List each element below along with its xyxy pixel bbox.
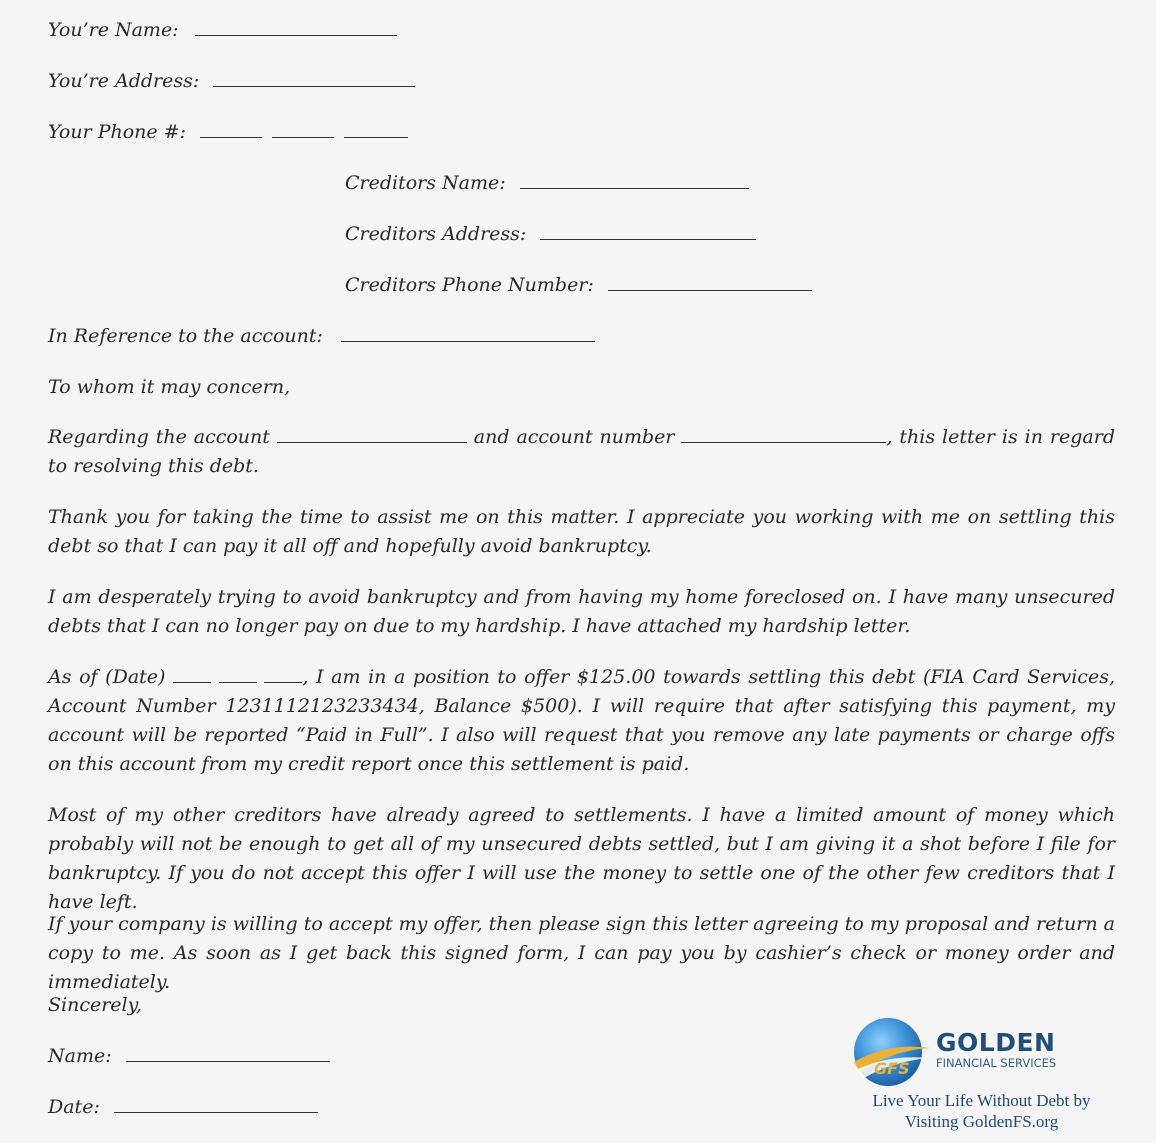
creditor-address-row bbox=[345, 222, 756, 246]
globe-icon bbox=[852, 1014, 932, 1094]
regarding-part2: and account number bbox=[473, 426, 675, 448]
sender-phone-area-blank[interactable] bbox=[200, 121, 262, 138]
signature-name-label: Name: bbox=[48, 1045, 112, 1067]
offer-lead: As of (Date) bbox=[48, 666, 166, 688]
creditor-phone-label: Creditors Phone Number: bbox=[345, 274, 594, 296]
creditor-name-row bbox=[345, 171, 749, 195]
regarding-account-blank[interactable] bbox=[277, 426, 467, 443]
creditor-address-blank[interactable] bbox=[540, 223, 756, 240]
regarding-part3: , this letter is in regard to resolving this debt. bbox=[48, 426, 1115, 477]
creditor-name-blank[interactable] bbox=[520, 172, 749, 189]
creditor-address-label: Creditors Address: bbox=[345, 223, 527, 245]
sender-address-label: You’re Address: bbox=[48, 70, 200, 92]
accept-paragraph: If your company is willing to accept my offer, then please sign this letter agreeing to my proposal and return a copy to me. As soon as I get back this signed form, I can pay you by cashier’s check or money order and immediately. bbox=[48, 913, 1115, 993]
signature-date-blank[interactable] bbox=[114, 1096, 318, 1113]
sender-address-row bbox=[48, 69, 415, 93]
reference-blank[interactable] bbox=[341, 325, 595, 342]
offer-date-month-blank[interactable] bbox=[173, 666, 211, 683]
signature-date-row bbox=[48, 1095, 318, 1119]
sender-phone-line-blank[interactable] bbox=[344, 121, 408, 138]
logo-tagline-1: Live Your Life Without Debt by bbox=[872, 1091, 1091, 1110]
sender-phone-label: Your Phone #: bbox=[48, 121, 186, 143]
salutation: To whom it may concern, bbox=[48, 376, 291, 398]
offer-date-year-blank[interactable] bbox=[264, 666, 302, 683]
offer-paragraph bbox=[48, 663, 1115, 779]
others-paragraph: Most of my other creditors have already agreed to settlements. I have a limited amount of money which probably will not be enough to get all of my unsecured debts settled, but I am giving it a shot before I file for bankruptcy. If you do not accept this offer I will use the money to settle one of the other few creditors that I have left. bbox=[48, 804, 1115, 913]
logo-subtitle: FINANCIAL SERVICES bbox=[936, 1056, 1057, 1070]
desperate-paragraph: I am desperately trying to avoid bankruptcy and from having my home foreclosed on. I have many unsecured debts that I can no longer pay on due to my hardship. I have attached my hardship letter. bbox=[48, 586, 1115, 637]
logo-brand: GOLDEN bbox=[936, 1028, 1056, 1057]
creditor-name-label: Creditors Name: bbox=[345, 172, 506, 194]
signature-name-blank[interactable] bbox=[126, 1045, 330, 1062]
sender-name-blank[interactable] bbox=[195, 19, 397, 36]
closing: Sincerely, bbox=[48, 994, 142, 1016]
reference-label: In Reference to the account: bbox=[48, 325, 323, 347]
signature-name-row bbox=[48, 1044, 330, 1068]
sender-phone-row bbox=[48, 120, 408, 144]
signature-date-label: Date: bbox=[48, 1096, 100, 1118]
sender-name-row bbox=[48, 18, 397, 42]
offer-date-day-blank[interactable] bbox=[219, 666, 257, 683]
logo-initials: GFS bbox=[874, 1059, 910, 1078]
logo-tagline-2: Visiting GoldenFS.org bbox=[904, 1112, 1059, 1131]
sender-address-blank[interactable] bbox=[213, 70, 415, 87]
creditor-phone-row bbox=[345, 273, 812, 297]
creditor-phone-blank[interactable] bbox=[608, 274, 812, 291]
sender-phone-prefix-blank[interactable] bbox=[272, 121, 334, 138]
thanks-paragraph: Thank you for taking the time to assist me on this matter. I appreciate you working with me on settling this debt so that I can pay it all off and hopefully avoid bankruptcy. bbox=[48, 506, 1115, 557]
reference-row bbox=[48, 324, 595, 348]
sender-name-label: You’re Name: bbox=[48, 19, 179, 41]
regarding-paragraph bbox=[48, 423, 1115, 481]
golden-financial-logo bbox=[840, 1010, 1130, 1140]
regarding-part1: Regarding the account bbox=[48, 426, 270, 448]
offer-body: , I am in a position to offer $125.00 towards settling this debt (FIA Card Services, Account Number 1231112123233434, Balance $500). I will require that after satisfying this payment, my account will be reported “Paid in Full”. I also will request that you remove any late payments or charge offs on this account from my credit report once this settlement is paid. bbox=[48, 666, 1115, 775]
regarding-account-number-blank[interactable] bbox=[681, 426, 886, 443]
